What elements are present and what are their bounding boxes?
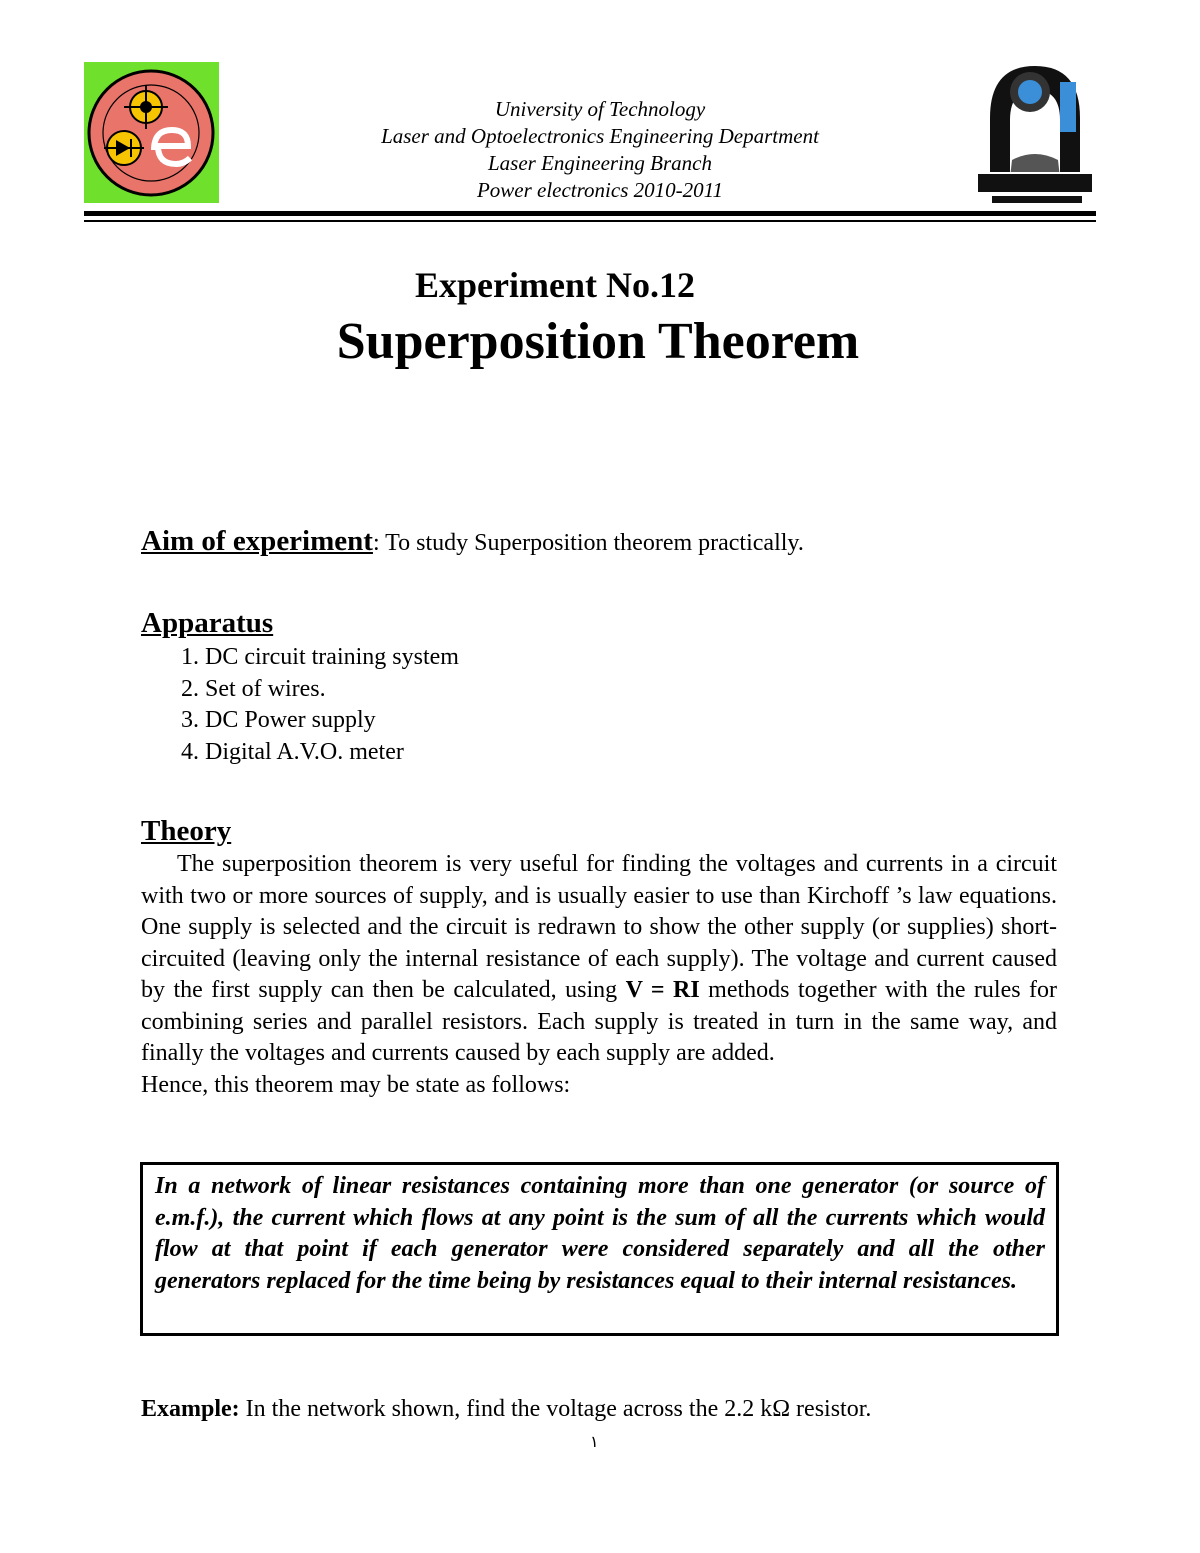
header-rule-thick — [84, 211, 1096, 216]
theorem-statement: In a network of linear resistances containing more than one generator (or source of e.m.f.), the current which flows at any point is the sum of all the currents which would flow at that point if each generator were considered separately and all the other generators replaced for the time being by resistances equal to their internal resistances. — [155, 1173, 1045, 1294]
theory-heading: Theory — [141, 815, 232, 847]
university-logo — [972, 60, 1098, 206]
theory-paragraph: Hence, this theorem may be state as follows: — [141, 1071, 571, 1098]
header-rule-thin — [84, 220, 1096, 222]
theory-text-part: The superposition theorem is very useful for finding the voltages and currents in a circuit with two or more sources of supply, and is usually easier to use than Kirchoff ’s law equations. One supply is selected and the circuit is redrawn to show the other supply (or supplies) short-circuited (leaving only the internal resistance of each supply). The voltage and current caused by the first supply can then be calculated, using — [141, 851, 1057, 1003]
example-label: Example: — [141, 1396, 240, 1422]
list-item: 4. Digital A.V.O. meter — [181, 738, 404, 765]
university-name: University of Technology — [494, 97, 706, 121]
theory-body — [141, 849, 1057, 1101]
formula-text: V = RI — [625, 977, 700, 1003]
theory-text-part: methods together with the rules for combining series and parallel resistors. Each supply is treated in turn in the same way, and finally the voltages and currents caused by each supply are added. — [141, 977, 1058, 1066]
aim-section — [141, 525, 1141, 558]
example-section — [141, 1396, 1141, 1423]
aim-heading: Aim of experiment — [141, 525, 373, 557]
course-name: Power electronics 2010-2011 — [476, 178, 724, 202]
example-text: In the network shown, find the voltage across the 2.2 kΩ resistor. — [239, 1396, 872, 1422]
list-item: 1. DC circuit training system — [181, 644, 459, 670]
aim-text: : To study Superposition theorem practically. — [372, 530, 804, 556]
apparatus-heading: Apparatus — [141, 607, 274, 639]
experiment-number: Experiment No.12 — [415, 265, 695, 305]
page-title: Superposition Theorem — [336, 313, 860, 370]
list-item: 2. Set of wires. — [181, 675, 326, 702]
list-item: 3. DC Power supply — [181, 707, 376, 733]
branch-name: Laser Engineering Branch — [488, 151, 712, 175]
apparatus-list — [181, 642, 459, 768]
page-number: ١ — [590, 1434, 599, 1451]
department-name: Laser and Optoelectronics Engineering Department — [381, 124, 819, 148]
header-block — [300, 96, 900, 204]
department-logo — [84, 62, 219, 203]
theory-paragraph — [141, 849, 1057, 1070]
